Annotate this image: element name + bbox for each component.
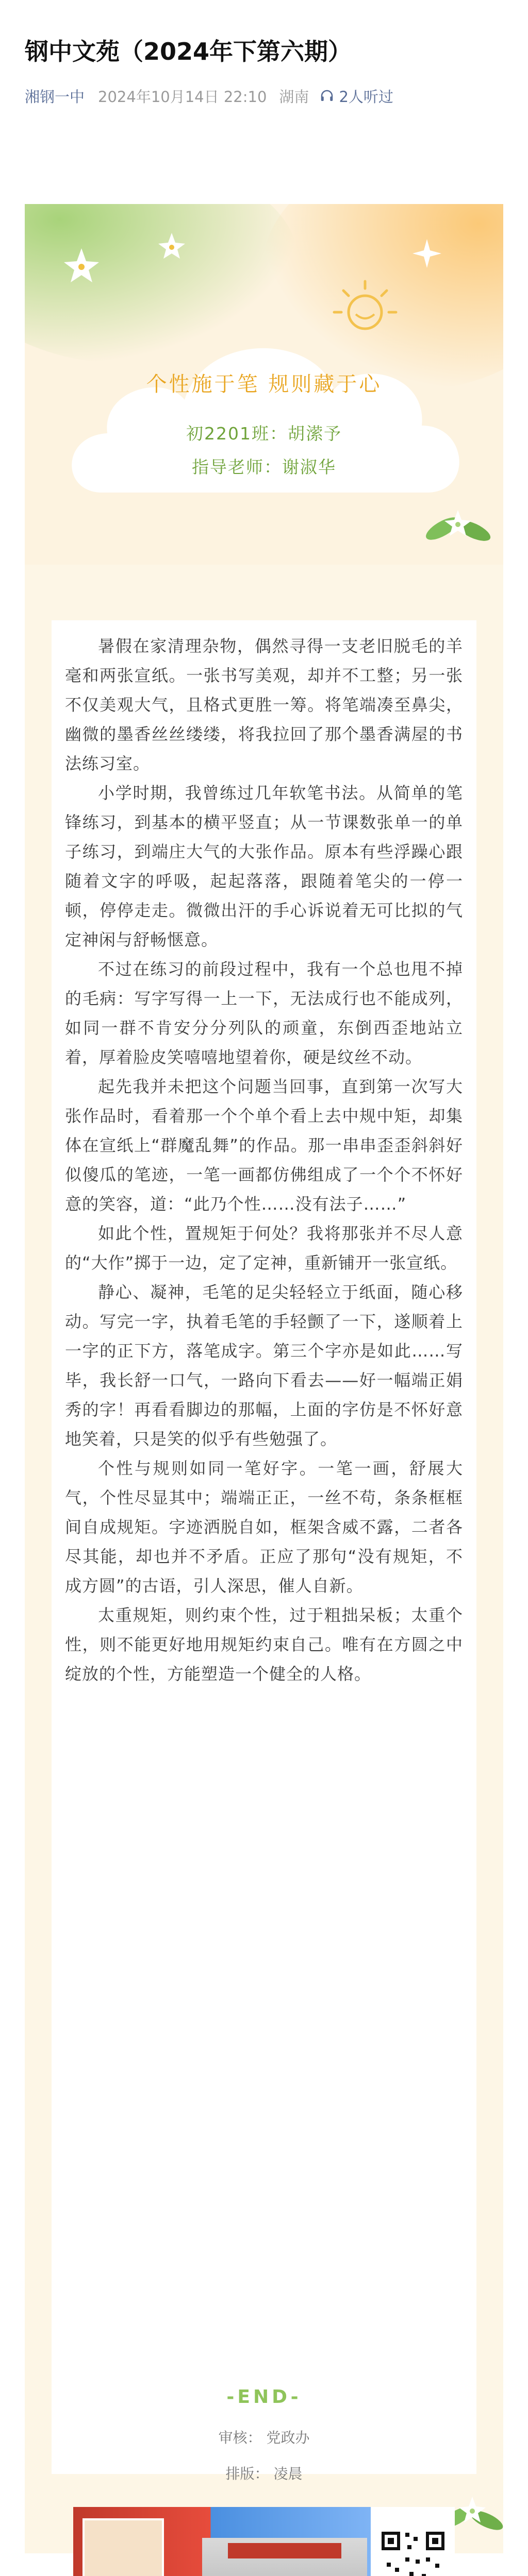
paragraph: 个性与规则如同一笔好字。一笔一画，舒展大气，个性尽显其中；端端正正，一丝不苟，条条框框间自成规矩。字迹洒脱自如，框架含威不露，二者各尽其能，却也并不矛盾。正应了那句“没有规矩，不成方圆”的古语，引人深思，催人自新。 [65,1459,463,1596]
article-title: 钢中文苑（2024年下第六期） [25,38,352,65]
school-promo-banner[interactable] [73,2507,455,2576]
byline-teacher: 指导老师：谢淑华 [192,457,336,477]
paragraph: 静心、凝神，毛笔的足尖轻轻立于纸面，随心移动。写完一字，执着毛笔的手轻颤了一下，遂顺着上一字的正下方，落笔成字。第三个字亦是如此……写毕，我长舒一口气，一路向下看去——好一幅端正娟秀的字！再看看脚边的那幅，上面的字仿是不怀好意地笑着，只是笑的似乎有些勉强了。 [65,1282,463,1449]
account-name-link[interactable]: 湘钢一中 [25,88,85,106]
paragraph: 暑假在家清理杂物，偶然寻得一支老旧脱毛的羊毫和两张宣纸。一张书写美观，却并不工整；另一张不仅美观大气，且格式更胜一筹。将笔端凑至鼻尖，幽微的墨香丝丝缕缕，将我拉回了那个墨香满屋的书法练习室。 [65,636,463,773]
school-booth-photo [82,2518,164,2576]
article-meta [25,86,393,106]
school-gate-photo [202,2538,367,2576]
headphones-icon [319,88,335,104]
article-headline: 个性施于笔 规则藏于心 [146,372,382,396]
qr-code-image[interactable] [376,2516,450,2576]
listen-count-label: 2人听过 [339,88,393,106]
article-card [25,204,503,2553]
publish-location: 湖南 [279,88,309,106]
publish-datetime: 2024年10月14日 22:10 [98,88,267,106]
paragraph: 如此个性，置规矩于何处？我将那张并不尽人意的“大作”掷于一边，定了定神，重新铺开一张宣纸。 [65,1224,463,1273]
paragraph: 小学时期，我曾练过几年软笔书法。从简单的笔锋练习，到基本的横平竖直；从一节课数张单一的单子练习，到端庄大气的大张作品。原本有些浮躁心跟随着文字的呼吸，起起落落，跟随着笔尖的一停一顿，停停走走。微微出汗的手心诉说着无可比拟的气定神闲与舒畅惬意。 [65,783,463,950]
paragraph: 太重规矩，则约束个性，过于粗拙呆板；太重个性，则不能更好地用规矩约束自己。唯有在方圆之中绽放的个性，方能塑造一个健全的人格。 [65,1605,463,1684]
reviewer-credit: 审核： 党政办 [218,2429,310,2446]
end-mark: -END- [226,2386,302,2408]
layout-credit: 排版： 凌晨 [225,2465,303,2482]
listen-count-button[interactable] [319,86,393,107]
paragraph: 起先我并未把这个问题当回事，直到第一次写大张作品时，看着那一个个单个看上去中规中矩，却集体在宣纸上“群魔乱舞”的作品。那一串串歪歪斜斜好似傻瓜的笔迹，一笔一画都仿佛组成了一个个不怀好意的笑容，道：“此乃个性……没有法子……” [65,1077,463,1214]
paragraph: 不过在练习的前段过程中，我有一个总也甩不掉的毛病：写字写得一上一下，无法成行也不能成列，如同一群不肯安分分列队的顽童，东倒西歪地站立着，厚着脸皮笑嘻嘻地望着你，硬是纹丝不动。 [65,959,463,1067]
article-body [52,620,476,2474]
byline-class: 初2201班：胡潆予 [186,423,342,444]
gate-sign [228,2543,341,2558]
